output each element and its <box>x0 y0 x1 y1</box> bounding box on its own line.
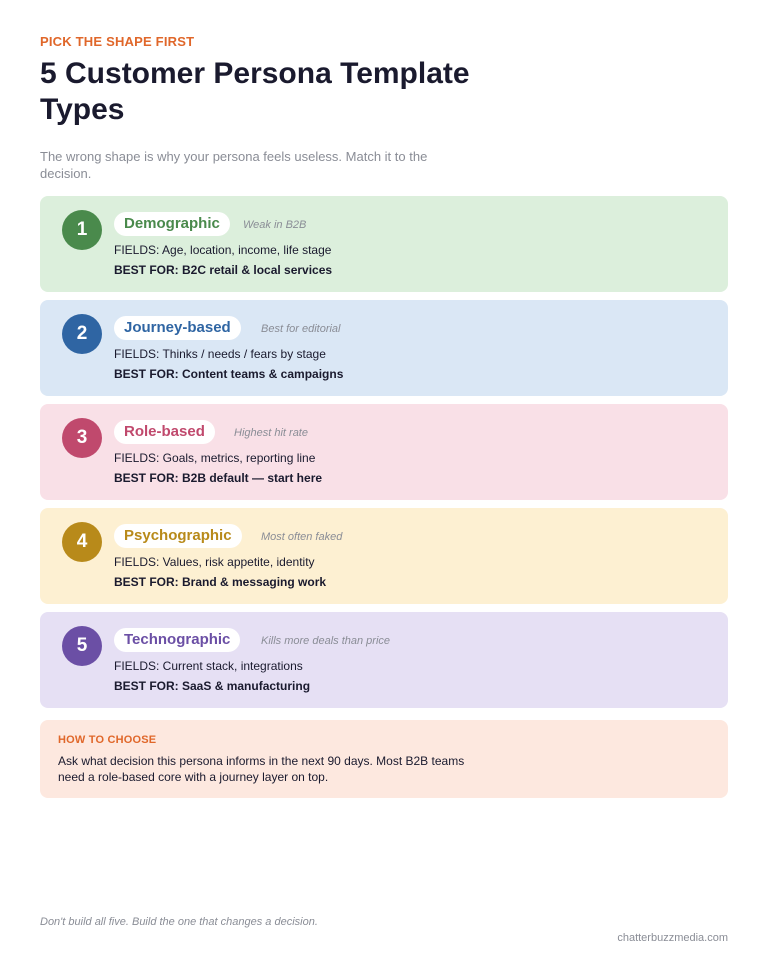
eyebrow: PICK THE SHAPE FIRST <box>40 34 195 49</box>
number-badge: 2 <box>62 314 102 354</box>
persona-note: Most often faked <box>261 531 343 543</box>
persona-card-demographic <box>40 196 728 292</box>
subtitle: The wrong shape is why your persona feels useless. Match it to the decision. <box>40 149 428 181</box>
persona-fields: FIELDS: Age, location, income, life stage <box>114 243 332 257</box>
number-badge: 5 <box>62 626 102 666</box>
persona-best-for: BEST FOR: SaaS & manufacturing <box>114 679 311 693</box>
persona-fields: FIELDS: Goals, metrics, reporting line <box>114 451 316 465</box>
how-to-choose-body: Ask what decision this persona informs in the next 90 days. Most B2B teams need a role-based core with a journey layer on top. <box>58 754 465 784</box>
persona-best-for: BEST FOR: Content teams & campaigns <box>114 367 344 381</box>
persona-card-journey <box>40 300 728 396</box>
footer-url: chatterbuzzmedia.com <box>617 932 728 944</box>
persona-card-role <box>40 404 728 500</box>
number-badge: 4 <box>62 522 102 562</box>
persona-fields: FIELDS: Current stack, integrations <box>114 659 303 673</box>
number-badge: 3 <box>62 418 102 458</box>
page-title: 5 Customer Persona Template Types <box>40 57 470 126</box>
persona-name: Technographic <box>114 628 240 652</box>
footer-note: Don't build all five. Build the one that changes a decision. <box>40 916 318 928</box>
persona-best-for: BEST FOR: B2B default — start here <box>114 471 323 485</box>
persona-name: Demographic <box>114 212 230 236</box>
number-badge: 1 <box>62 210 102 250</box>
how-to-choose-box <box>40 720 728 798</box>
persona-name: Role-based <box>114 420 215 444</box>
persona-name: Journey-based <box>114 316 241 340</box>
persona-fields: FIELDS: Thinks / needs / fears by stage <box>114 347 326 361</box>
persona-best-for: BEST FOR: B2C retail & local services <box>114 263 333 277</box>
how-to-choose-label: HOW TO CHOOSE <box>58 734 157 746</box>
persona-fields: FIELDS: Values, risk appetite, identity <box>114 555 315 569</box>
persona-note: Kills more deals than price <box>261 635 391 647</box>
persona-note: Best for editorial <box>261 323 341 335</box>
persona-card-technographic <box>40 612 728 708</box>
persona-note: Weak in B2B <box>243 219 307 231</box>
persona-best-for: BEST FOR: Brand & messaging work <box>114 575 327 589</box>
persona-card-psychographic <box>40 508 728 604</box>
persona-name: Psychographic <box>114 524 242 548</box>
persona-note: Highest hit rate <box>234 427 308 439</box>
